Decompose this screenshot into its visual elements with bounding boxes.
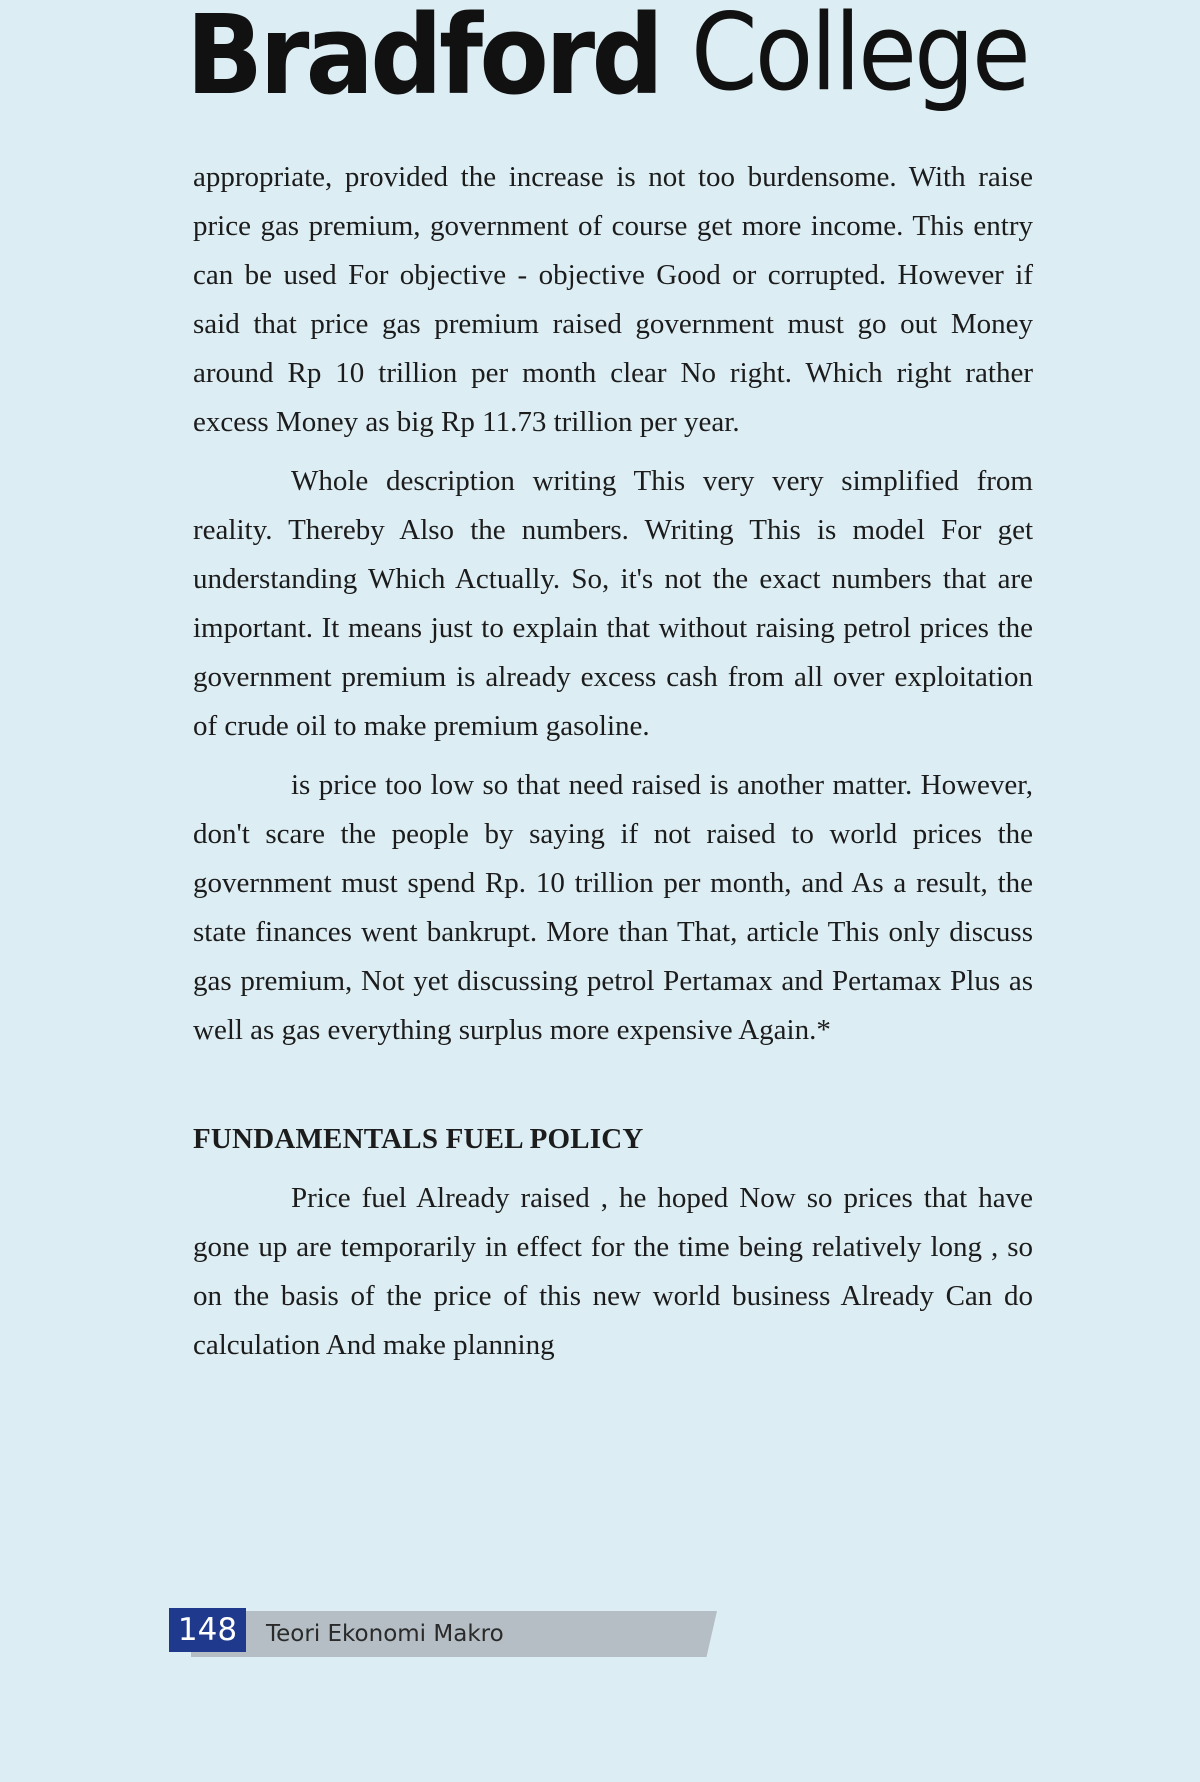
paragraph-1: appropriate, provided the increase is not too burdensome. With raise price gas premium, government of course get more income. This entry can be used For objective - objective Good or corrupted. However if said that price gas premium raised government must go out Money around Rp 10 trillion per month clear No right. Which right rather excess Money as big Rp 11.73 trillion per year. <box>193 161 1033 438</box>
logo-brand-light: College <box>691 0 1029 114</box>
section-paragraph: Price fuel Already raised , he hoped Now so prices that have gone up are temporarily in effect for the time being relatively long , so on the basis of the price of this new world business Already Can do calculation And make planning <box>193 1182 1033 1361</box>
paragraph-3: is price too low so that need raised is another matter. However, don't scare the people by saying if not raised to world prices the government must spend Rp. 10 trillion per month, and As a result, the state finances went bankrupt. More than That, article This only discuss gas premium, Not yet discussing petrol Pertamax and Pertamax Plus as well as gas everything surplus more expensive Again.* <box>193 769 1033 1046</box>
page-body <box>193 153 1033 1370</box>
college-logo <box>186 0 1066 125</box>
page-number: 148 <box>169 1608 246 1652</box>
section-heading: FUNDAMENTALS FUEL POLICY <box>193 1123 644 1155</box>
logo-brand-bold: Bradford <box>186 0 661 119</box>
paragraph-2: Whole description writing This very very simplified from reality. Thereby Also the numbers. Writing This is model For get understanding Which Actually. So, it's not the exact numbers that are important. It means just to explain that without raising petrol prices the government premium is already excess cash from all over exploitation of crude oil to make premium gasoline. <box>193 465 1033 742</box>
book-title: Teori Ekonomi Makro <box>266 1621 504 1647</box>
page-footer <box>169 1608 549 1654</box>
page-header <box>0 0 1200 130</box>
